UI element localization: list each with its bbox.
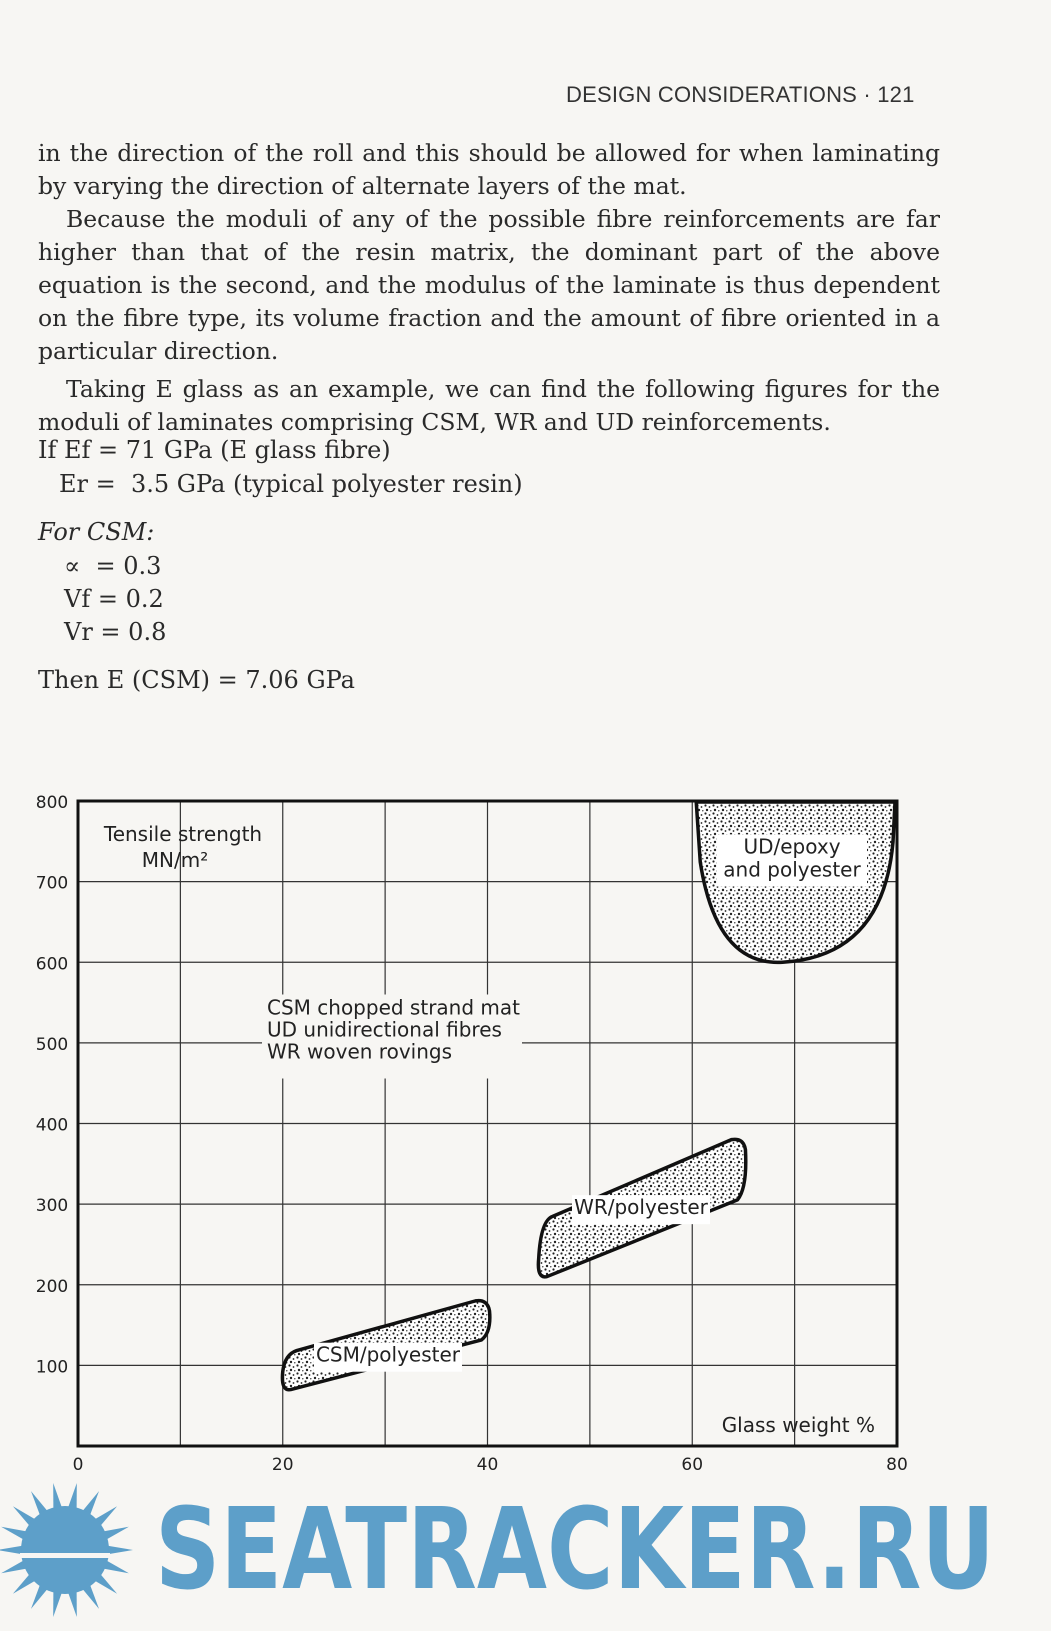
x-tick-label: 0 [72, 1455, 84, 1475]
y-tick-label: 200 [35, 1276, 69, 1297]
tensile-strength-chart [0, 780, 1051, 1500]
x-tick-label: 20 [271, 1455, 294, 1475]
legend-entry: WR woven rovings [267, 1039, 452, 1064]
y-tick-label: 100 [35, 1357, 69, 1378]
equation-er: Er = 3.5 GPa (typical polyester resin) [59, 470, 523, 498]
watermark-text: SEATRACKER.RU [155, 1485, 995, 1615]
y-tick-label: 600 [35, 954, 69, 975]
equation-result: Then E (CSM) = 7.06 GPa [38, 666, 355, 694]
paragraph-1: in the direction of the roll and this should be allowed for when laminating by varying the direction of alternate layers of the mat. [38, 139, 940, 200]
equation-vf: Vf = 0.2 [64, 585, 164, 613]
y-tick-label: 800 [35, 793, 69, 813]
y-axis-units: MN/m² [141, 848, 209, 872]
sun-logo-icon [0, 1483, 133, 1617]
equation-alpha: ∝ = 0.3 [64, 552, 162, 580]
region-label: CSM/polyester [315, 1342, 461, 1367]
page-header: DESIGN CONSIDERATIONS · 121 [566, 82, 915, 107]
y-tick-label: 700 [35, 873, 69, 894]
region-label: and polyester [723, 857, 861, 882]
x-tick-label: 80 [886, 1455, 908, 1475]
y-tick-label: 300 [35, 1196, 69, 1217]
paragraph-2: Because the moduli of any of the possible fibre reinforcements are far higher than that of the resin matrix, the dominant part of the above equation is the second, and the modulus of the laminate is thus dependent on the fibre type, its volume fraction and the amount of fibre oriented in a particular direction. [38, 205, 940, 365]
legend-entry: UD unidirectional fibres [267, 1017, 502, 1042]
region-label: UD/epoxy [743, 834, 841, 859]
x-tick-label: 40 [476, 1455, 499, 1475]
watermark [0, 1480, 1051, 1631]
region-label: WR/polyester [574, 1195, 708, 1220]
legend-entry: CSM chopped strand mat [267, 995, 520, 1020]
equation-vr: Vr = 0.8 [64, 618, 167, 646]
chart-title: Tensile strength [103, 822, 263, 846]
paragraph-3: Taking E glass as an example, we can find the following figures for the moduli of laminates comprising CSM, WR and UD reinforcements. [38, 375, 940, 436]
y-tick-label: 400 [35, 1115, 69, 1136]
equation-ef: If Ef = 71 GPa (E glass fibre) [38, 436, 391, 464]
x-tick-label: 60 [681, 1455, 704, 1475]
x-axis-label: Glass weight % [721, 1413, 875, 1437]
y-tick-label: 500 [35, 1034, 69, 1055]
for-csm-label: For CSM: [38, 518, 155, 546]
